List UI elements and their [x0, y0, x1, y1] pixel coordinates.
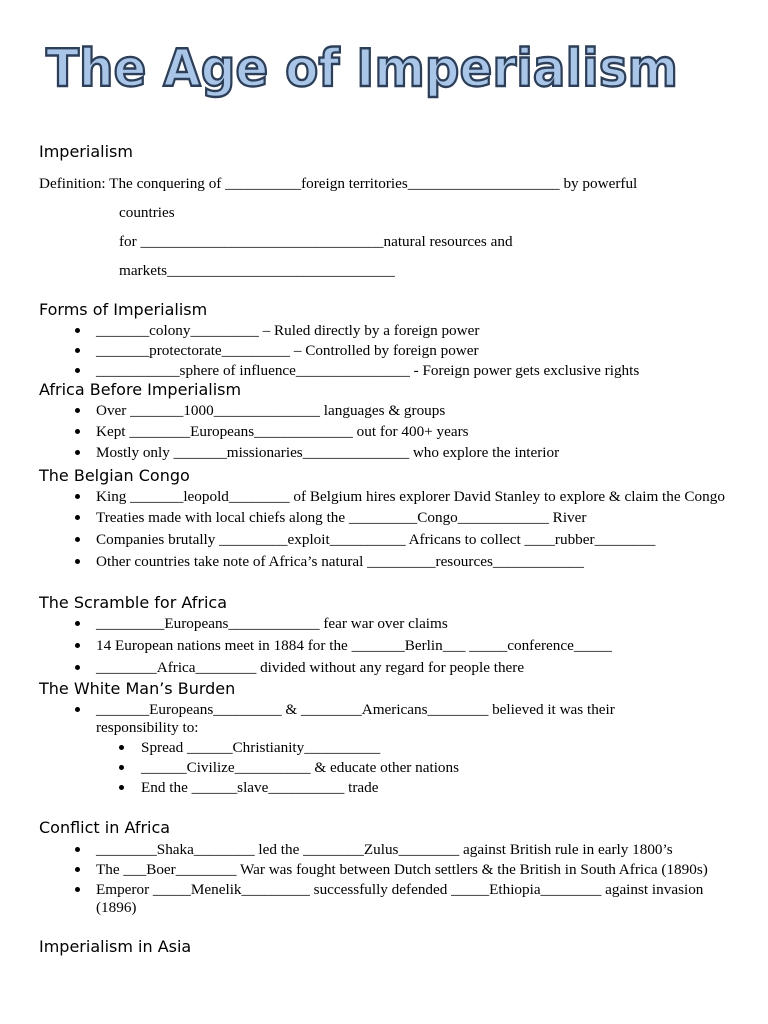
list-item: Mostly only _______missionaries______________ who explore the interior — [0, 444, 726, 462]
list-item: ________Shaka________ led the ________Zulus________ against British rule in early 1800’s — [0, 841, 726, 859]
definition-line-1: Definition: The conquering of __________foreign territories____________________ by powerful — [39, 175, 638, 192]
heading-imperialism: Imperialism — [39, 142, 133, 161]
list-item: Other countries take note of Africa’s natural _________resources____________ — [0, 553, 726, 571]
list-item: _________Europeans____________ fear war over claims — [0, 615, 726, 633]
definition-line-4: markets______________________________ — [119, 262, 395, 279]
africa-before-list — [0, 402, 726, 462]
heading-asia: Imperialism in Asia — [39, 937, 192, 956]
list-item: _______protectorate_________ – Controlled by foreign power — [0, 342, 726, 360]
list-item: Treaties made with local chiefs along the _________Congo____________ River — [0, 509, 726, 527]
list-item: The ___Boer________ War was fought between Dutch settlers & the British in South Africa (1890s) — [0, 861, 726, 879]
list-item: ________Africa________ divided without any regard for people there — [0, 659, 726, 677]
sub-list-item: Spread ______Christianity__________ — [0, 739, 726, 757]
list-item: 14 European nations meet in 1884 for the _______Berlin___ _____conference_____ — [0, 637, 726, 655]
list-item: Over _______1000______________ languages & groups — [0, 402, 726, 420]
list-item: _______colony_________ – Ruled directly by a foreign power — [0, 322, 726, 340]
list-item: ___________sphere of influence_______________ - Foreign power gets exclusive rights — [0, 362, 726, 380]
sub-list-item: End the ______slave__________ trade — [0, 779, 726, 797]
heading-belgian-congo: The Belgian Congo — [39, 466, 190, 485]
heading-conflict: Conflict in Africa — [39, 818, 171, 837]
heading-forms: Forms of Imperialism — [39, 300, 208, 319]
sub-list-item: ______Civilize__________ & educate other nations — [0, 759, 726, 777]
belgian-congo-list — [0, 488, 726, 571]
title-wordart — [40, 24, 690, 136]
title-banner — [40, 24, 690, 136]
list-item: _______Europeans_________ & ________Americans________ believed it was their responsibility to: — [0, 701, 656, 737]
forms-list — [0, 322, 726, 380]
heading-scramble: The Scramble for Africa — [39, 593, 228, 612]
list-item: Companies brutally _________exploit__________ Africans to collect ____rubber________ — [0, 531, 726, 549]
heading-white-mans-burden: The White Man’s Burden — [39, 679, 236, 698]
definition-line-2: countries — [119, 204, 175, 221]
white-mans-burden-list — [0, 701, 726, 797]
scramble-list — [0, 615, 726, 677]
page-title: The Age of Imperialism — [46, 39, 678, 99]
definition-line-3: for ________________________________natural resources and — [119, 233, 513, 250]
list-item: King _______leopold________ of Belgium hires explorer David Stanley to explore & claim the Congo — [0, 488, 726, 506]
heading-africa-before: Africa Before Imperialism — [39, 380, 242, 399]
conflict-list — [0, 841, 726, 917]
list-item: Kept ________Europeans_____________ out for 400+ years — [0, 423, 726, 441]
list-item: Emperor _____Menelik_________ successfully defended _____Ethiopia________ against invasion (1896) — [0, 881, 726, 917]
